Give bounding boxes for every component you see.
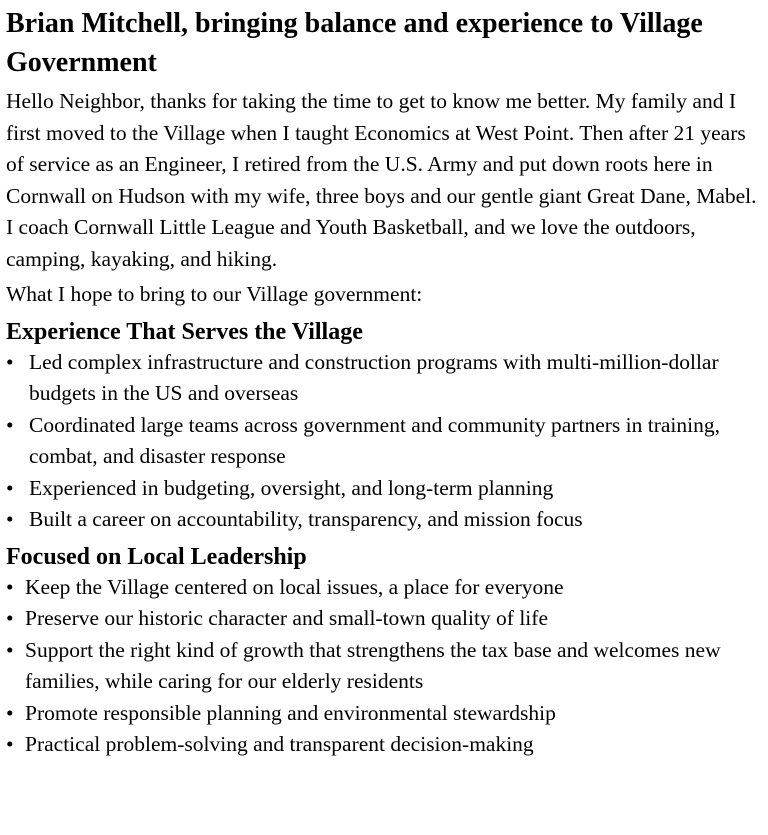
list-item: [6, 729, 762, 761]
bullet-icon: •: [6, 507, 14, 531]
bullet-icon: •: [6, 412, 14, 437]
list-item: [6, 410, 762, 473]
bullet-icon: •: [6, 349, 14, 374]
list-item: [6, 603, 762, 635]
list-item: [6, 635, 762, 698]
bullet-icon: •: [6, 732, 14, 756]
bullet-icon: •: [6, 574, 14, 599]
list-item-text: Preserve our historic character and small-town quality of life: [25, 606, 548, 630]
local-leadership-heading: Focused on Local Leadership: [6, 543, 307, 570]
list-item: [6, 347, 762, 410]
bullet-icon: •: [6, 637, 14, 662]
local-leadership-list: [6, 572, 762, 761]
list-item: [6, 504, 762, 536]
list-item-text: Support the right kind of growth that strengthens the tax base and welcomes new families, while caring for our elderly residents: [25, 637, 721, 693]
list-item: [6, 698, 762, 730]
page-title: Brian Mitchell, bringing balance and experience to Village Government: [6, 8, 703, 78]
list-item: [6, 473, 762, 505]
experience-list: [6, 347, 762, 536]
list-item: [6, 572, 762, 604]
list-item-text: Experienced in budgeting, oversight, and long-term planning: [29, 475, 554, 500]
local-leadership-section: [6, 542, 762, 761]
experience-heading: Experience That Serves the Village: [6, 318, 363, 345]
list-item-text: Keep the Village centered on local issues, a place for everyone: [25, 574, 564, 599]
bullet-icon: •: [6, 700, 14, 725]
experience-section: [6, 317, 762, 536]
list-item-text: Led complex infrastructure and construction programs with multi-million-dollar budgets in the US and overseas: [29, 349, 719, 405]
bullet-icon: •: [6, 475, 14, 500]
intro-paragraph: Hello Neighbor, thanks for taking the time to get to know me better. My family and I first moved to the Village when I taught Economics at West Point. Then after 21 years of service as an Engineer, I retired from the U.S. Army and put down roots here in Cornwall on Hudson with my wife, three boys and our gentle giant Great Dane, Mabel. I coach Cornwall Little League and Youth Basketball, and we love the outdoors, camping, kayaking, and hiking.: [6, 89, 757, 271]
list-item-text: Coordinated large teams across government and community partners in training, combat, and disaster response: [29, 412, 721, 468]
list-item-text: Built a career on accountability, transparency, and mission focus: [29, 507, 583, 531]
bullet-icon: •: [6, 606, 14, 630]
list-item-text: Practical problem-solving and transparent decision-making: [25, 732, 534, 756]
lead-paragraph: What I hope to bring to our Village government:: [6, 282, 423, 306]
list-item-text: Promote responsible planning and environmental stewardship: [25, 700, 556, 725]
